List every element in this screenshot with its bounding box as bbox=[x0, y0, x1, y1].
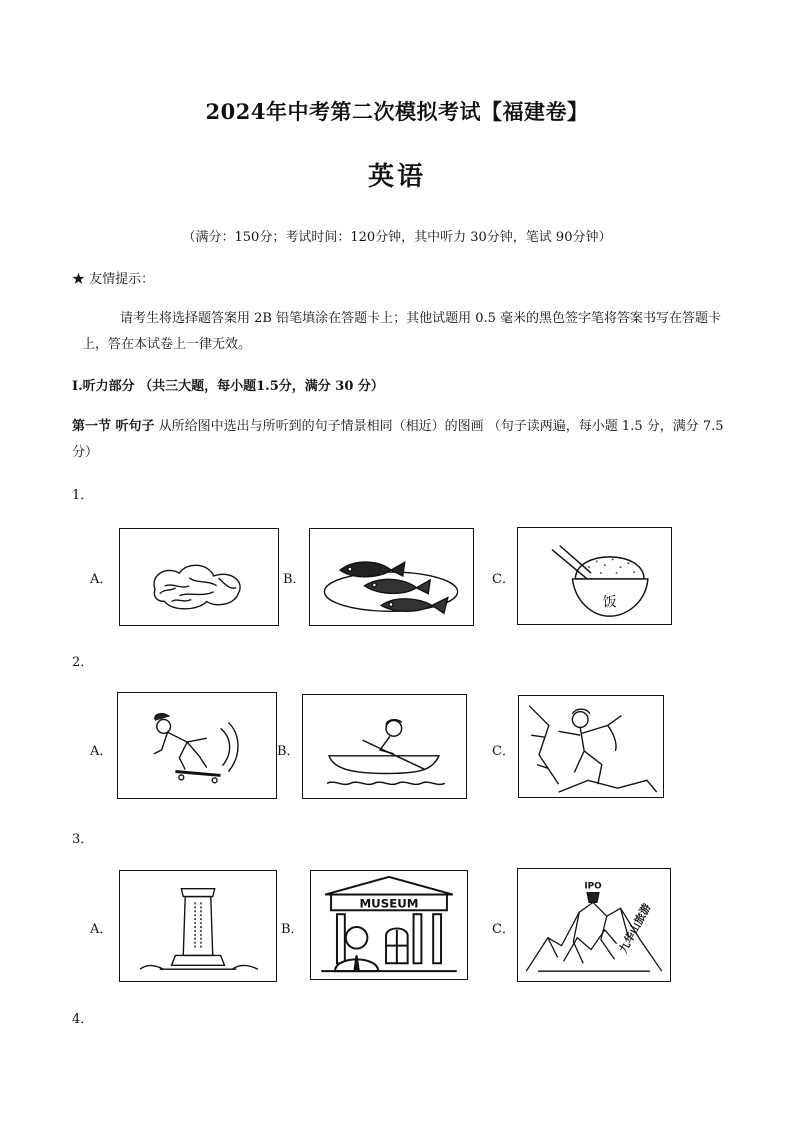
option-image[interactable] bbox=[119, 870, 277, 982]
fish-plate-icon bbox=[310, 529, 473, 625]
subject-title: 英语 bbox=[367, 162, 426, 192]
section-text: 从所给图中选出与所听到的句子情景相同（相近）的图画 （句子读两遍，每小题 1.5 分，满分 7.5 分） bbox=[72, 419, 724, 460]
section-instruction bbox=[72, 414, 734, 466]
tips-label: ★ 友情提示： bbox=[72, 272, 155, 287]
museum-caption: MUSEUM bbox=[359, 896, 419, 911]
museum-icon bbox=[311, 871, 467, 979]
rice-bowl-icon bbox=[518, 528, 671, 624]
question-number: 2． bbox=[72, 655, 94, 670]
vegetables-icon bbox=[120, 529, 278, 625]
exam-title: 2024年中考第二次模拟考试【福建卷】 bbox=[205, 99, 589, 124]
section-heading: 第一节 听句子 bbox=[72, 419, 155, 434]
option-image[interactable] bbox=[310, 870, 468, 980]
rowing-boat-icon bbox=[303, 695, 466, 798]
option-letter: B． bbox=[277, 744, 300, 759]
question-number: 1． bbox=[72, 488, 94, 503]
question-number: 3． bbox=[72, 832, 94, 847]
option-letter: B． bbox=[281, 922, 304, 937]
option-letter: C． bbox=[492, 572, 515, 587]
question-number: 4． bbox=[72, 1012, 94, 1027]
tips-notice: 请考生将选择题答案用 2B 铅笔填涂在答题卡上；其他试题用 0.5 毫米的黑色签字笔将答案书写在答题卡上，答在本试卷上一律无效。 bbox=[82, 311, 722, 352]
mountain-icon bbox=[518, 869, 670, 981]
rock-climbing-icon bbox=[519, 696, 663, 797]
option-image[interactable] bbox=[119, 528, 279, 626]
option-letter: B． bbox=[283, 572, 306, 587]
option-letter: C． bbox=[492, 922, 515, 937]
option-image[interactable] bbox=[517, 527, 672, 625]
part-heading: I.听力部分 （共三大题，每小题1.5分，满分 30 分） bbox=[72, 379, 384, 394]
option-image[interactable] bbox=[518, 695, 664, 798]
option-image[interactable] bbox=[117, 692, 277, 799]
monument-icon bbox=[120, 871, 276, 981]
option-image[interactable] bbox=[309, 528, 474, 626]
mountain-tag: IPO bbox=[584, 881, 602, 892]
option-image[interactable] bbox=[302, 694, 467, 799]
option-letter: A． bbox=[90, 572, 113, 587]
mountain-caption: 九华山旅游 bbox=[616, 901, 654, 956]
option-letter: A． bbox=[90, 744, 113, 759]
option-letter: C． bbox=[492, 744, 515, 759]
rice-caption: 饭 bbox=[602, 594, 617, 611]
option-letter: A． bbox=[90, 922, 113, 937]
skateboarding-icon bbox=[118, 693, 276, 798]
option-image[interactable] bbox=[517, 868, 671, 982]
exam-info: （满分：150分；考试时间：120分钟，其中听力 30分钟，笔试 90分钟） bbox=[182, 230, 612, 245]
